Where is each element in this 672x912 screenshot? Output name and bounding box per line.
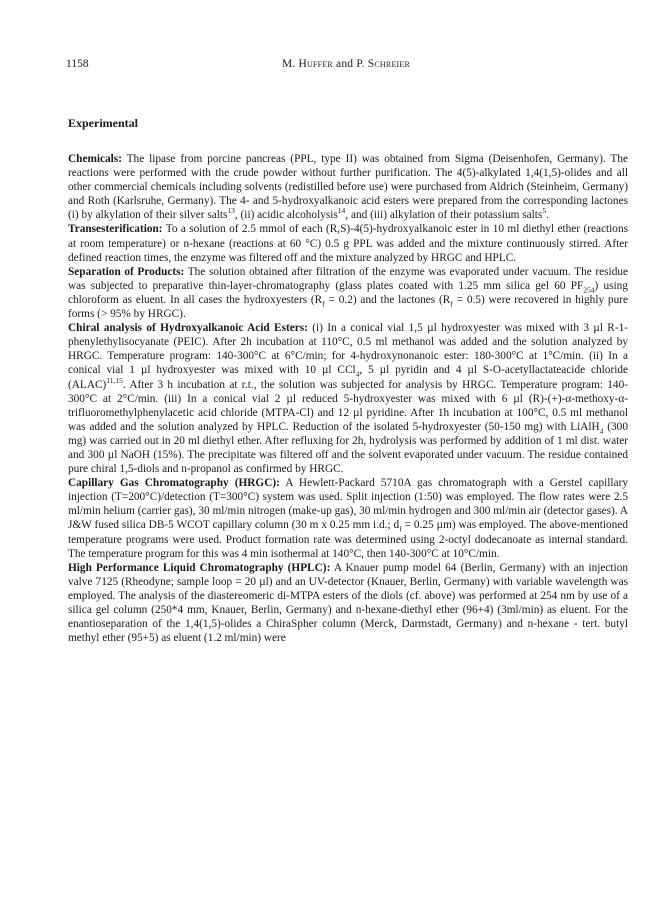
subscript: f [322, 299, 325, 309]
section-heading: Experimental [68, 116, 138, 130]
text: , (ii) acidic alcoholysis [234, 209, 338, 222]
heading-hplc: High Performance Liquid Chromatography (HPLC): [68, 561, 331, 574]
text: = 0.2) and the lactones (R [324, 293, 451, 306]
page-number: 1158 [66, 58, 89, 70]
heading-chiral-analysis: Chiral analysis of Hydroxyalkanoic Acid Esters: [68, 322, 308, 335]
citation: 11,15 [106, 375, 123, 385]
text: . After 3 h incubation at r.t., the solution was subjected for analysis by HRGC. Temperature program: 140-300°C at 2°C/min. (iii) In a conical vial 2 µl reduced 5-hydroxyester was mixed with 6 µl (R)-(+)-α-methoxy-α-trifluoromethylphenylacetic acid chloride (MTPA-Cl) and 12 µl pyridine. After 1h incubation at 100°C, 0.5 ml methanol was added and the solution analyzed by HPLC. Reduction of the isolated 5-hydroxyester (50-150 mg) with LiAlH [68, 378, 628, 433]
text: , and (iii) alkylation of their potassium salts [345, 209, 543, 222]
running-head [66, 58, 626, 74]
text: A Knauer pump model 64 (Berlin, Germany) with an injection valve 7125 (Rheodyne; sample loop = 20 µl) and an UV-detector (Knauer, Berlin, Germany) with variable wavelength was employed. The analysis of the diastereomeric di-MTPA esters of the diols (cf. above) was performed at 254 nm by use of a silica gel column (250*4 mm, Knauer, Berlin, Germany) and n-hexane-diethyl ether (96+4) (3ml/min) as eluent. For the enantioseparation of the 1,4(1,5)-olides a ChiraSpher column (Merck, Darmstadt, Germany) and n-hexane - tert. butyl methyl ether (95+5) as eluent (1.2 ml/min) were [68, 561, 628, 645]
subscript: f [450, 299, 453, 309]
text: The lipase from porcine pancreas (PPL, type II) was obtained from Sigma (Deisenhofen, Germany). The reactions were performed with the crude powder without further purification. The 4(5)-alkylated 1,4(1,5)-olides and all other commercial chemicals including solvents (redistilled before use) were purchased from Aldrich (Steinheim, Germany) and Roth (Karlsruhe, Germany). The 4- and 5-hydroxyalkanoic acid esters were prepared from the corresponding lactones (i) by alkylation of their silver salts [68, 153, 628, 222]
citation: 14 [337, 206, 346, 216]
text: The solution obtained after filtration of the enzyme was evaporated under vacuum. The residue was subjected to preparative thin-layer-chromatography (glass plates coated with 1.25 mm silica gel 60 PF [68, 265, 629, 292]
paragraph-separation [68, 265, 628, 321]
text: = 0.5) were recovered in highly pure forms (> 95% by HRGC). [68, 293, 628, 321]
subscript: 254 [583, 285, 595, 295]
running-authors [66, 58, 626, 70]
subscript: 4 [355, 369, 360, 379]
text: (i) In a conical vial 1,5 µl hydroxyester was mixed with 3 µl R-1-phenylethylisocyanate (PEIC). After 2h incubation at 110°C, 0.5 ml methanol was added and the solution analyzed by HRGC. Temperature program: 140-300°C at 6°C/min; for 4-hydroxynonanoic ester: 180-300°C at 1°C/min. (ii) In a conical vial 1 µl hydroxyester was mixed with 10 µl CCl [68, 322, 629, 377]
text: A Hewlett-Packard 5710A gas chromatograph with a Gerstel capillary injection (T=200°C)/detection (T=300°C) system was used. Split injection (1:50) was employed. The flow rates were 2.5 ml/min helium (carrier gas), 30 ml/min nitrogen (make-up gas), 30 ml/min hydrogen and 300 ml/min air (detector gases). A J&W fused silica DB-5 WCOT capillary column (30 m x 0.25 mm i.d.; d [68, 477, 628, 532]
text: = 0.25 µm) was employed. The above-mentioned temperature programs were used. Product formation rate was determined using 2-octyl dodecanoate as internal standard. The temperature program for this was 4 min isothermal at 140°C, then 140-300°C at 10°C/min. [68, 519, 628, 560]
text: ) using chloroform as eluent. In all cases the hydroxyesters (R [68, 279, 628, 306]
heading-separation: Separation of Products: [68, 265, 185, 278]
paragraph-chiral-analysis [68, 321, 628, 476]
citation: 13 [227, 206, 235, 216]
heading-hrgc: Capillary Gas Chromatography (HRGC): [68, 477, 280, 490]
paragraph-transesterification [68, 222, 628, 264]
author-2: P. Schreier [356, 58, 411, 70]
author-conjunction: and [336, 58, 354, 70]
heading-transesterification: Transesterification: [68, 223, 163, 236]
author-1: M. Huffer [281, 58, 333, 70]
text: , 5 µl pyridin and 4 µl S-O-acetyllactateacide chloride (ALAC) [68, 364, 629, 391]
paragraph-hplc [68, 561, 628, 646]
subscript: 4 [599, 426, 604, 436]
text: (300 mg) was carried out in 20 ml diethyl ether. After refluxing for 2h, hydrolysis was performed by addition of 1 ml dist. water and 300 µl NaOH (15%). The precipitate was filtered off and the solvent evaporated under vacuum. The residue contained pure chiral 1,5-diols and n-propanol as confirmed by HRGC. [68, 420, 628, 476]
body-text [68, 152, 628, 645]
paragraph-hrgc [68, 476, 628, 561]
heading-chemicals: Chemicals: [68, 153, 122, 165]
citation: 5 [542, 206, 547, 216]
subscript: f [399, 524, 402, 534]
text: . [546, 209, 549, 222]
paragraph-chemicals [68, 152, 628, 222]
text: To a solution of 2.5 mmol of each (R,S)-4(5)-hydroxyalkanoic ester in 10 ml diethyl ether (reactions at room temperature) or n-hexane (reactions at 60 °C) 0.5 g PPL was added and the mixture continuously stirred. After defined reaction times, the enzyme was filtered off and the mixture analyzed by HRGC and HPLC. [68, 223, 628, 264]
